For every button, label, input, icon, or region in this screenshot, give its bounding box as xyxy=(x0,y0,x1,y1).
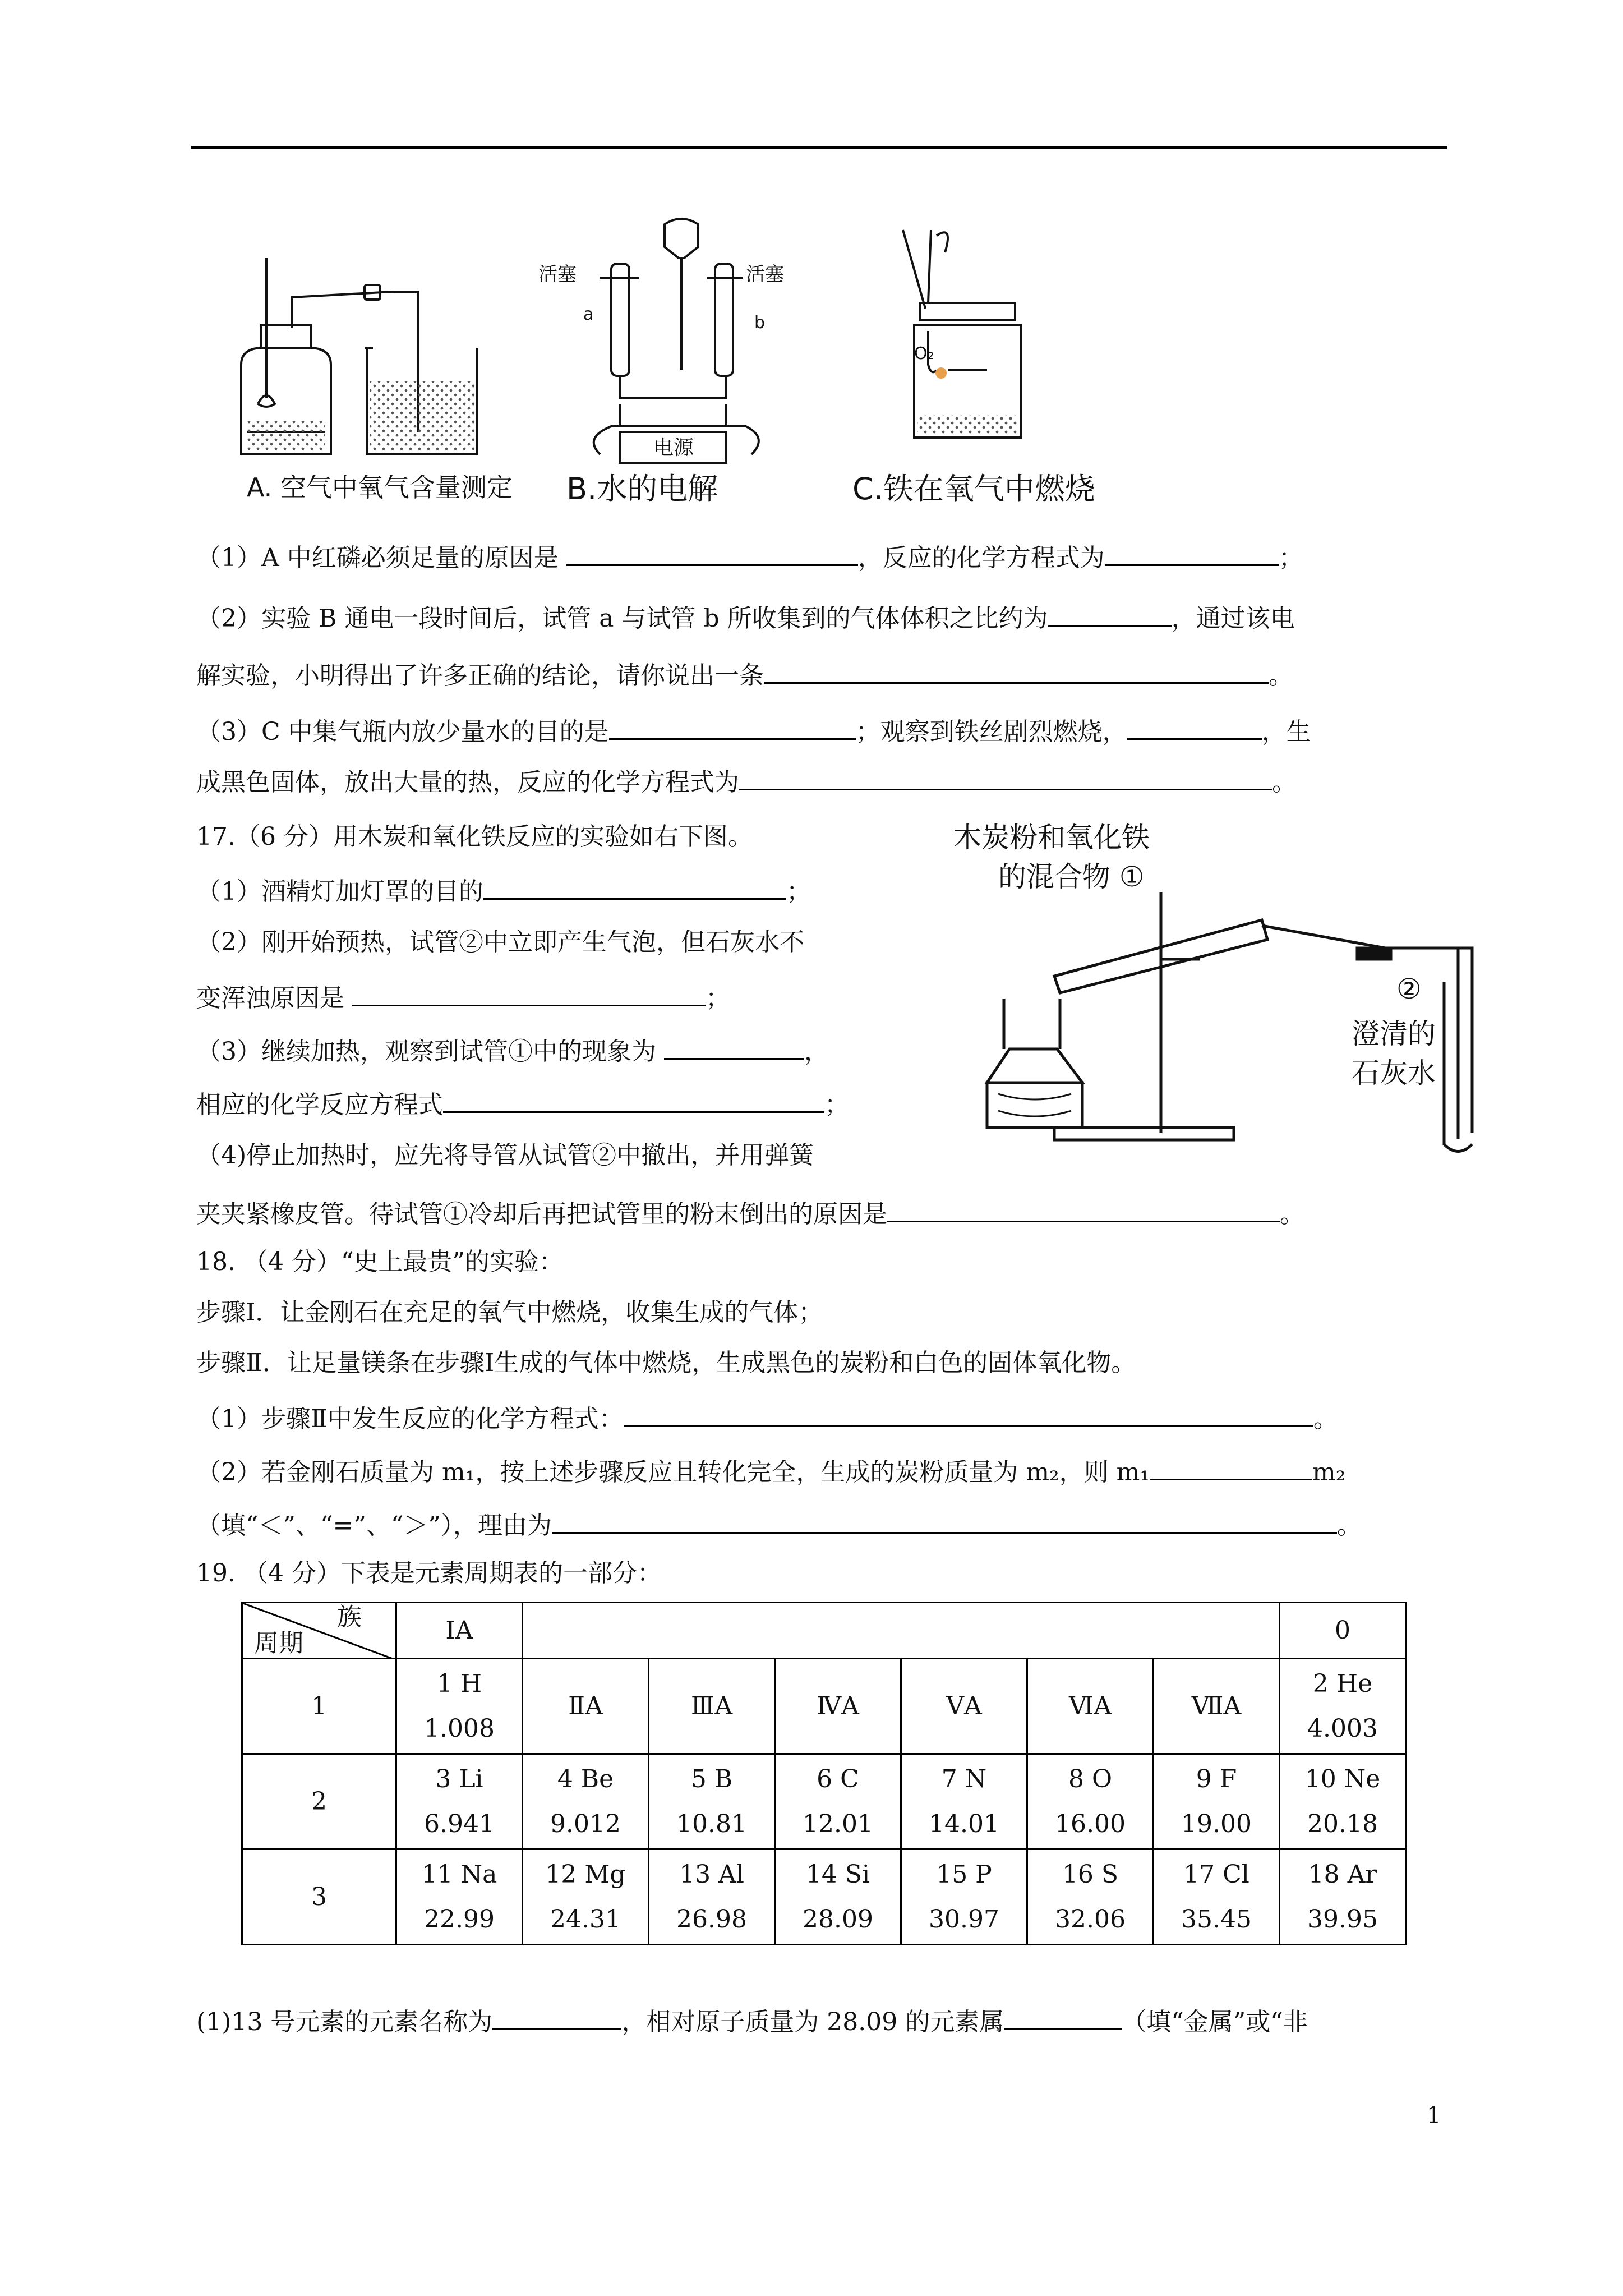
figure-a-oxygen-measurement xyxy=(224,236,538,510)
tube2-label: ② xyxy=(1396,973,1422,1005)
valve-label-left: 活塞 xyxy=(538,263,577,286)
answer-blank[interactable] xyxy=(609,712,856,740)
answer-blank[interactable] xyxy=(1004,2003,1122,2030)
answer-blank[interactable] xyxy=(552,1506,1337,1534)
answer-blank[interactable] xyxy=(566,539,858,566)
element-cell: 4 Be 9.012 xyxy=(523,1754,649,1849)
limewater-label-1: 澄清的 xyxy=(1352,1018,1436,1050)
answer-blank[interactable] xyxy=(1150,1453,1312,1480)
o2-label: O₂ xyxy=(914,344,934,364)
answer-blank[interactable] xyxy=(764,656,1269,684)
element-cell: 13 Al 26.98 xyxy=(649,1849,775,1945)
answer-blank[interactable] xyxy=(1105,539,1279,566)
answer-blank[interactable] xyxy=(1127,712,1262,740)
q18-part1: （1）步骤Ⅱ中发生反应的化学方程式： 。 xyxy=(196,1400,1338,1436)
element-cell: 2 He 4.003 xyxy=(1280,1659,1406,1754)
answer-blank[interactable] xyxy=(664,1032,804,1060)
element-cell: 16 S 32.06 xyxy=(1027,1849,1154,1945)
limewater-label-2: 石灰水 xyxy=(1352,1057,1436,1089)
mixture-label-2: 的混合物 ① xyxy=(998,861,1145,893)
corner-header xyxy=(242,1603,396,1659)
periodic-table xyxy=(241,1602,1407,1945)
group-label: ⅡA xyxy=(523,1659,649,1754)
col-ia: IA xyxy=(396,1603,523,1659)
element-cell: 18 Ar 39.95 xyxy=(1280,1849,1406,1945)
figure-b-water-electrolysis xyxy=(538,213,830,510)
group-label: ⅢA xyxy=(649,1659,775,1754)
q19-title: 19. （4 分）下表是元素周期表的一部分： xyxy=(196,1559,662,1588)
header-group: 族 xyxy=(337,1603,362,1631)
q18-part2-cont: （填“＜”、“=”、“＞”），理由为 。 xyxy=(196,1506,1362,1543)
element-cell: 11 Na 22.99 xyxy=(396,1849,523,1945)
figure-charcoal-iron-oxide-apparatus xyxy=(920,813,1481,1161)
period-label: 3 xyxy=(242,1849,396,1945)
q17-part2-cont: 变浑浊原因是 ； xyxy=(196,979,730,1015)
page-number: 1 xyxy=(1427,2102,1441,2128)
element-cell: 12 Mg 24.31 xyxy=(523,1849,649,1945)
element-cell: 3 Li 6.941 xyxy=(396,1754,523,1849)
q17-part1: （1）酒精灯加灯罩的目的 ； xyxy=(196,872,811,909)
element-cell: 15 P 30.97 xyxy=(901,1849,1027,1945)
period-label: 1 xyxy=(242,1659,396,1754)
group-label: ⅦA xyxy=(1154,1659,1280,1754)
tube-b-label: b xyxy=(754,313,766,333)
figure-c-caption: C.铁在氧气中燃烧 xyxy=(852,471,1095,507)
element-cell: 7 N 14.01 xyxy=(901,1754,1027,1849)
mixture-label-1: 木炭粉和氧化铁 xyxy=(953,821,1150,854)
q17-title: 17.（6 分）用木炭和氧化铁反应的实验如右下图。 xyxy=(196,822,753,851)
answer-blank[interactable] xyxy=(624,1400,1313,1427)
jar-stopper xyxy=(261,325,311,348)
answer-blank[interactable] xyxy=(492,2003,621,2030)
element-cell: 9 F 19.00 xyxy=(1154,1754,1280,1849)
element-cell: 17 Cl 35.45 xyxy=(1154,1849,1280,1945)
figure-b-caption: B.水的电解 xyxy=(566,471,718,507)
q17-part4: （4)停止加热时，应先将导管从试管②中撤出，并用弹簧 xyxy=(196,1141,814,1170)
q16-part3: （3）C 中集气瓶内放少量水的目的是 ；观察到铁丝剧烈燃烧， ，生 xyxy=(196,712,1311,749)
valve-label-right: 活塞 xyxy=(746,263,784,286)
header-empty xyxy=(523,1603,1280,1659)
element-cell: 6 C 12.01 xyxy=(775,1754,901,1849)
answer-blank[interactable] xyxy=(352,979,706,1006)
q16-part1: （1）A 中红磷必须足量的原因是 ，反应的化学方程式为 ； xyxy=(196,539,1303,575)
q19-part1: (1)13 号元素的元素名称为 ，相对原子质量为 28.09 的元素属 （填“金属”或“非 xyxy=(196,2003,1308,2039)
group-label: ⅥA xyxy=(1027,1659,1154,1754)
q16-part2: （2）实验 B 通电一段时间后，试管 a 与试管 b 所收集到的气体体积之比约为 ，通过该电 xyxy=(196,599,1295,636)
q18-step2: 步骤Ⅱ．让足量镁条在步骤Ⅰ生成的气体中燃烧，生成黑色的炭粉和白色的固体氧化物。 xyxy=(196,1349,1136,1377)
element-cell: 1 H 1.008 xyxy=(396,1659,523,1754)
header-rule xyxy=(191,146,1447,149)
q17-part3-cont: 相应的化学反应方程式 ； xyxy=(196,1085,849,1122)
answer-blank[interactable] xyxy=(483,872,786,900)
figure-a-caption: A. 空气中氧气含量测定 xyxy=(247,472,513,503)
group-label: ⅤA xyxy=(901,1659,1027,1754)
period-label: 2 xyxy=(242,1754,396,1849)
tube-a-label: a xyxy=(583,305,594,324)
header-period: 周期 xyxy=(254,1629,303,1658)
q18-step1: 步骤Ⅰ．让金刚石在充足的氧气中燃烧，收集生成的气体； xyxy=(196,1298,823,1327)
element-cell: 10 Ne 20.18 xyxy=(1280,1754,1406,1849)
element-cell: 14 Si 28.09 xyxy=(775,1849,901,1945)
figure-c-iron-burning xyxy=(847,219,1138,510)
answer-blank[interactable] xyxy=(739,763,1272,790)
power-label: 电源 xyxy=(653,436,694,459)
q17-part3: （3）继续加热，观察到试管①中的现象为 ， xyxy=(196,1032,829,1069)
q17-part4-cont: 夹夹紧橡皮管。待试管①冷却后再把试管里的粉末倒出的原因是 。 xyxy=(196,1195,1304,1231)
element-cell: 8 O 16.00 xyxy=(1027,1754,1154,1849)
answer-blank[interactable] xyxy=(887,1195,1280,1222)
q16-part2-cont: 解实验，小明得出了许多正确的结论，请你说出一条 。 xyxy=(196,656,1293,693)
answer-blank[interactable] xyxy=(1048,599,1172,627)
answer-blank[interactable] xyxy=(443,1085,824,1113)
q16-part3-cont: 成黑色固体，放出大量的热，反应的化学方程式为 。 xyxy=(196,763,1297,799)
q18-title: 18. （4 分）“史上最贵”的实验： xyxy=(196,1248,564,1276)
col-0: 0 xyxy=(1280,1603,1406,1659)
group-label: ⅣA xyxy=(775,1659,901,1754)
q17-part2: （2）刚开始预热，试管②中立即产生气泡，但石灰水不 xyxy=(196,928,804,956)
element-cell: 5 B 10.81 xyxy=(649,1754,775,1849)
q18-part2: （2）若金刚石质量为 m₁，按上述步骤反应且转化完全，生成的炭粉质量为 m₂，则 m₁ m₂ xyxy=(196,1453,1345,1489)
